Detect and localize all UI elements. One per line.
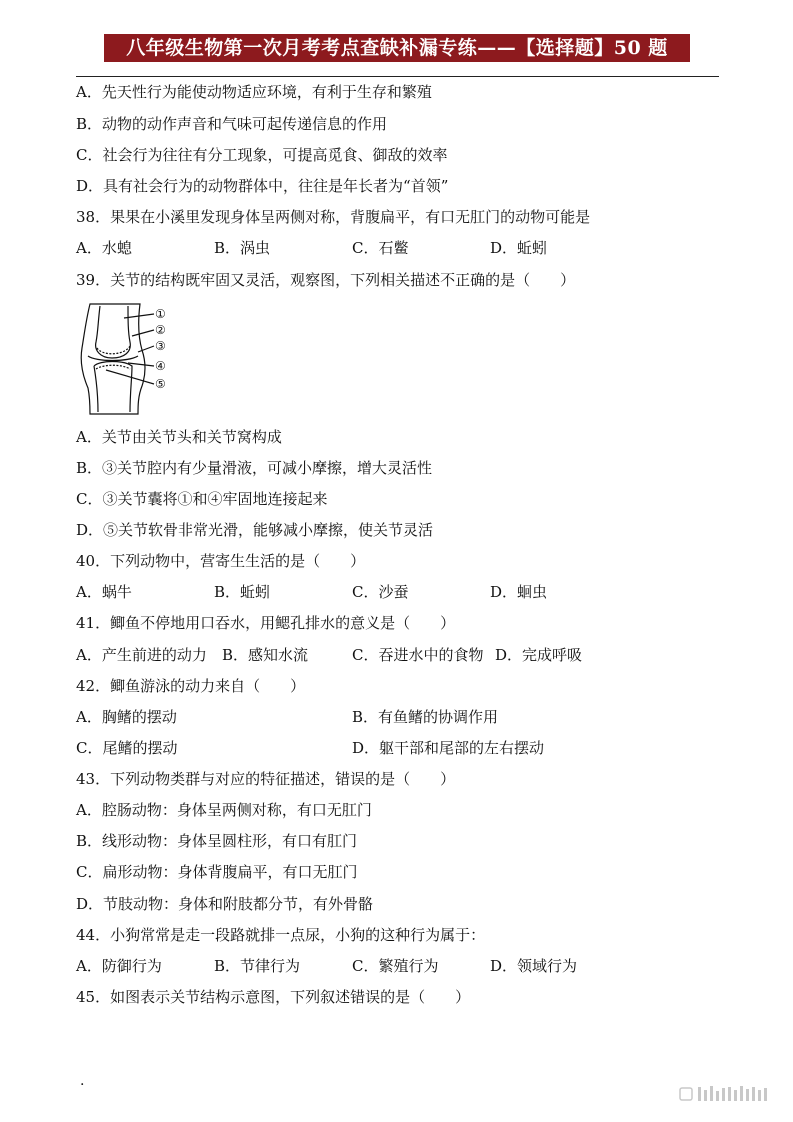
q43-option-d: D．节肢动物：身体和附肢都分节，有外骨骼 <box>76 895 374 913</box>
q45-stem: 45．如图表示关节结构示意图，下列叙述错误的是（ ） <box>76 988 471 1006</box>
q43-option-b: B．线形动物：身体呈圆柱形，有口有肛门 <box>76 832 358 850</box>
q41-option-d: D．完成呼吸 <box>495 646 583 664</box>
q39-stem: 39．关节的结构既牢固又灵活，观察图，下列相关描述不正确的是（ ） <box>76 271 576 289</box>
watermark-logo <box>676 1084 776 1104</box>
q40-option-b: B．蚯蚓 <box>214 583 271 601</box>
label-1: ① <box>155 307 166 321</box>
q44-option-a: A．防御行为 <box>76 957 162 975</box>
q41-option-a: A．产生前进的动力 <box>76 646 207 664</box>
q41-option-c: C．吞进水中的食物 <box>352 646 484 664</box>
q37-option-c: C．社会行为往往有分工现象，可提高觅食、御敌的效率 <box>76 146 448 164</box>
q37-option-b: B．动物的动作声音和气味可起传递信息的作用 <box>76 115 388 133</box>
page-title: 八年级生物第一次月考考点查缺补漏专练——【选择题】50 题 <box>126 37 668 59</box>
q39-option-a: A．关节由关节头和关节窝构成 <box>76 428 282 446</box>
header-divider <box>76 76 719 77</box>
q38-stem: 38．果果在小溪里发现身体呈两侧对称，背腹扁平，有口无肛门的动物可能是 <box>76 208 591 226</box>
q40-stem: 40．下列动物中，营寄生生活的是（ ） <box>76 552 366 570</box>
q40-option-c: C．沙蚕 <box>352 583 409 601</box>
q39-option-c: C．③关节囊将①和④牢固地连接起来 <box>76 490 328 508</box>
q42-stem: 42．鲫鱼游泳的动力来自（ ） <box>76 677 306 695</box>
q37-option-a: A．先天性行为能使动物适应环境，有利于生存和繁殖 <box>76 83 432 101</box>
q42-option-c: C．尾鳍的摆动 <box>76 739 178 757</box>
q37-option-d: D．具有社会行为的动物群体中，往往是年长者为“首领” <box>76 177 449 195</box>
label-2: ② <box>155 323 166 337</box>
q40-option-a: A．蜗牛 <box>76 583 132 601</box>
q44-option-d: D．领域行为 <box>490 957 578 975</box>
q38-option-a: A．水螅 <box>76 239 132 257</box>
q38-option-d: D．蚯蚓 <box>490 239 548 257</box>
q42-option-d: D．躯干部和尾部的左右摆动 <box>352 739 545 757</box>
label-3: ③ <box>155 339 166 353</box>
footer-dot: . <box>80 1073 85 1089</box>
q44-option-b: B．节律行为 <box>214 957 301 975</box>
q41-stem: 41．鲫鱼不停地用口吞水，用鳃孔排水的意义是（ ） <box>76 614 456 632</box>
q40-option-d: D．蛔虫 <box>490 583 548 601</box>
q43-stem: 43．下列动物类群与对应的特征描述，错误的是（ ） <box>76 770 456 788</box>
page-title-banner <box>104 34 690 62</box>
q38-option-c: C．石鳖 <box>352 239 409 257</box>
q42-option-b: B．有鱼鳍的协调作用 <box>352 708 499 726</box>
label-5: ⑤ <box>155 377 166 391</box>
q42-option-a: A．胸鳍的摆动 <box>76 708 177 726</box>
q43-option-c: C．扁形动物：身体背腹扁平，有口无肛门 <box>76 863 358 881</box>
label-4: ④ <box>155 359 166 373</box>
q44-stem: 44．小狗常常是走一段路就排一点尿，小狗的这种行为属于： <box>76 926 486 944</box>
q39-option-b: B．③关节腔内有少量滑液，可减小摩擦，增大灵活性 <box>76 459 433 477</box>
joint-structure-diagram <box>76 296 176 418</box>
q41-option-b: B．感知水流 <box>222 646 309 664</box>
q39-option-d: D．⑤关节软骨非常光滑，能够减小摩擦，使关节灵活 <box>76 521 434 539</box>
q43-option-a: A．腔肠动物：身体呈两侧对称，有口无肛门 <box>76 801 372 819</box>
q38-option-b: B．涡虫 <box>214 239 271 257</box>
q44-option-c: C．繁殖行为 <box>352 957 439 975</box>
